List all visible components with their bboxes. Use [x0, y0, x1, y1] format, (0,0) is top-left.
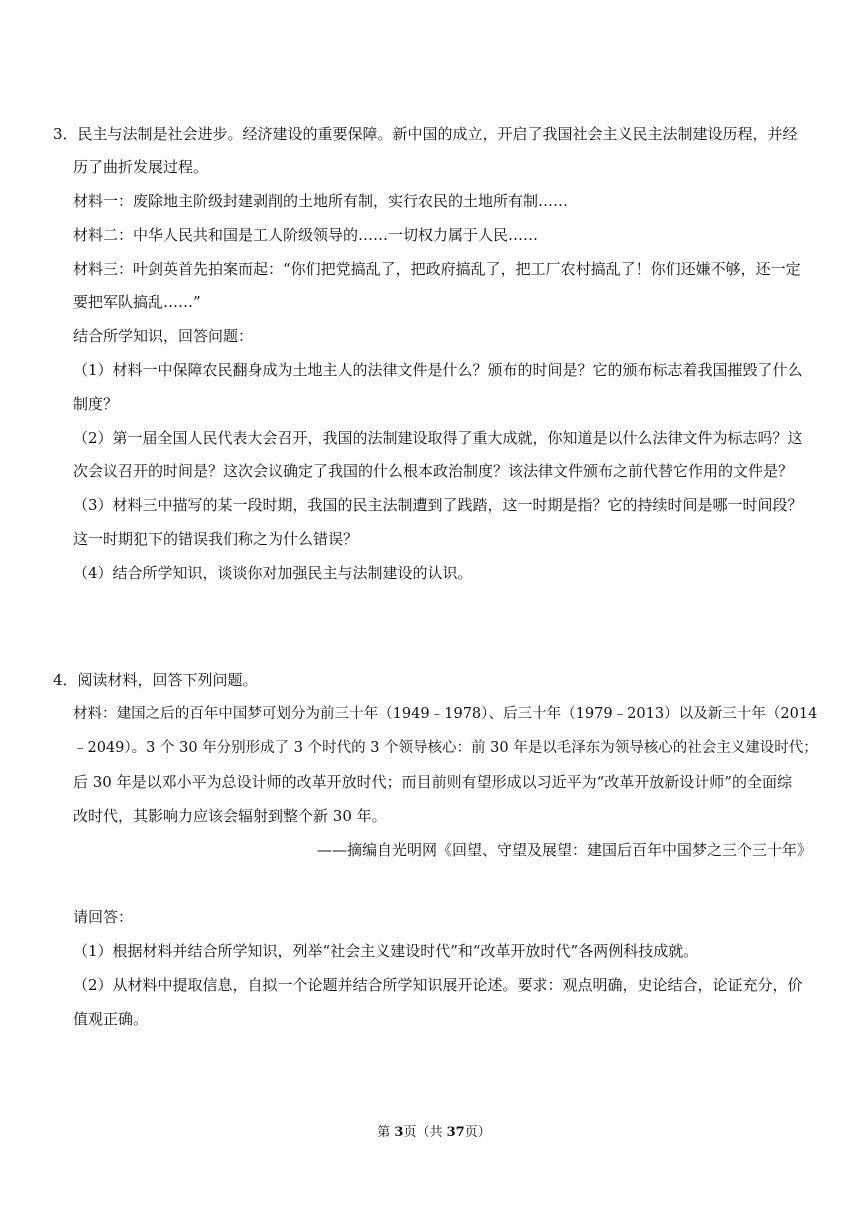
q4-sub2-line1: （2）从材料中提取信息，自拟一个论题并结合所学知识展开论述。要求：观点明确，史论结合，论证充分，价	[73, 976, 803, 994]
q3-sub1-line1: （1）材料一中保障农民翻身成为土地主人的法律文件是什么？颁布的时间是？它的颁布标志着我国摧毁了什么	[73, 361, 803, 379]
page-footer	[0, 1124, 868, 1142]
q3-sub2-line2: 次会议召开的时间是？这次会议确定了我国的什么根本政治制度？该法律文件颁布之前代替它作用的文件是？	[73, 462, 794, 480]
footer-total-pages: 37	[446, 1125, 465, 1140]
q3-intro-line2: 历了曲折发展过程。	[73, 158, 209, 176]
footer-prefix: 第	[377, 1125, 395, 1140]
footer-suffix: 页）	[464, 1125, 491, 1140]
q3-material3-line1: 材料三：叶剑英首先拍案而起：“你们把党搞乱了，把政府搞乱了，把工厂农村搞乱了！你们还嫌不够，还一定	[73, 260, 801, 278]
q3-sub1-line2: 制度？	[73, 395, 119, 413]
q3-prompt: 结合所学知识，回答问题：	[73, 327, 254, 345]
q4-sub2-line2: 值观正确。	[73, 1010, 149, 1028]
q4-material-line2: ﹣2049）。3 个 30 年分别形成了 3 个时代的 3 个领导核心：前 30 年是以毛泽东为领导核心的社会主义建设时代；	[73, 740, 818, 756]
q3-intro-line1: 3．民主与法制是社会进步。经济建设的重要保障。新中国的成立，开启了我国社会主义民主法制建设历程，并经	[53, 125, 798, 143]
q3-sub3-line2: 这一时期犯下的错误我们称之为什么错误？	[73, 530, 359, 548]
q4-material-line4: 改时代，其影响力应该会辐射到整个新 30 年。	[73, 807, 387, 825]
q4-intro: 4．阅读材料，回答下列问题。	[53, 671, 258, 689]
footer-middle: 页（共	[403, 1125, 447, 1140]
footer-page-number: 3	[394, 1125, 404, 1140]
q4-prompt: 请回答：	[73, 908, 134, 926]
q4-material-line3: 后 30 年是以邓小平为总设计师的改革开放时代；而目前则有望形成以习近平为“改革开放新设计师”的全面综	[73, 773, 792, 791]
q3-sub2-line1: （2）第一届全国人民代表大会召开，我国的法制建设取得了重大成就，你知道是以什么法律文件为标志吗？这	[73, 429, 803, 447]
q3-material3-line2: 要把军队搞乱……”	[73, 293, 201, 311]
q4-material-line1: 材料：建国之后的百年中国梦可划分为前三十年（1949﹣1978）、后三十年（1979﹣2013）以及新三十年（2014	[73, 706, 818, 722]
q4-sub1: （1）根据材料并结合所学知识，列举“社会主义建设时代”和“改革开放时代”各两例科技成就。	[73, 942, 699, 960]
q3-material2: 材料二：中华人民共和国是工人阶级领导的……一切权力属于人民……	[73, 226, 539, 244]
q3-sub3-line1: （3）材料三中描写的某一段时期，我国的民主法制遭到了践踏，这一时期是指？它的持续时间是哪一时间段？	[73, 496, 803, 514]
q3-sub4: （4）结合所学知识，谈谈你对加强民主与法制建设的认识。	[73, 564, 473, 582]
q3-material1: 材料一：废除地主阶级封建剥削的土地所有制，实行农民的土地所有制……	[73, 192, 569, 210]
q4-source-citation: ——摘编自光明网《回望、守望及展望：建国后百年中国梦之三个三十年》	[316, 841, 812, 859]
